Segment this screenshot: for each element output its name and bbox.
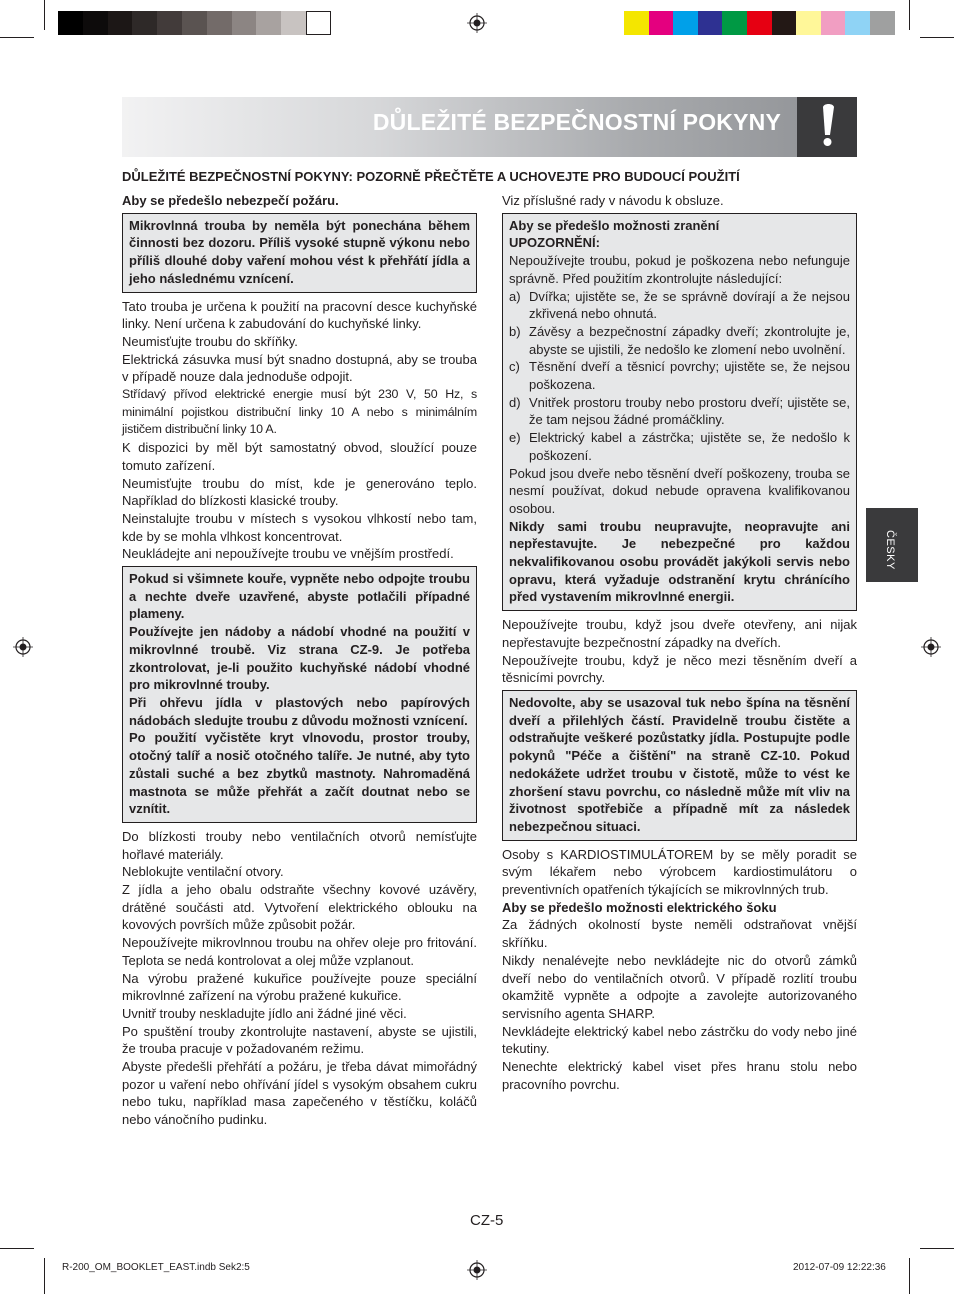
warning-box-injury <box>502 213 857 611</box>
list-item <box>509 358 850 393</box>
warning-text: Pokud si všimnete kouře, vypněte nebo odpojte troubu a nechte dveře uzavřené, abyste potlačili případné plameny. <box>129 571 470 622</box>
paragraph: Za žádných okolností byste neměli odstraňovat vnější skříňku. <box>502 917 857 951</box>
fire-heading: Aby se předešlo nebezpečí požáru. <box>122 193 339 208</box>
color-swatch <box>870 11 895 35</box>
crop-mark <box>0 1248 34 1249</box>
paragraph: Neukládejte ani nepoužívejte troubu ve vnějším prostředí. <box>122 546 454 562</box>
paragraph: Neinstalujte troubu v místech s vysokou vlhkostí nebo tam, kde by se mohla vlhkost koncentrovat. <box>122 510 477 544</box>
color-swatch <box>698 11 723 35</box>
color-swatch <box>58 11 83 35</box>
color-swatch <box>673 11 698 35</box>
paragraph: Na výrobu pražené kukuřice používejte pouze speciální mikrovlnné zařízení na výrobu pražené kukuřice. <box>122 970 477 1004</box>
paragraph: Neumisťujte troubu do míst, kde je generováno teplo. Například do blízkosti klasické trouby. <box>122 475 477 509</box>
list-item-marker: d) <box>509 394 521 410</box>
color-swatch <box>157 11 182 35</box>
page-number: CZ-5 <box>470 1212 504 1229</box>
color-swatch <box>306 11 331 35</box>
paragraph: Střídavý přívod elektrické energie musí být 230 V, 50 Hz, s minimální pojistkou distribuční linky 10 A nebo s minimálním jističem distribuční linky 10 A. <box>122 387 477 437</box>
registration-mark-icon <box>13 637 33 657</box>
registration-mark-icon <box>467 1260 487 1280</box>
main-heading: DŮLEŽITÉ BEZPEČNOSTNÍ POKYNY: POZORNĚ PŘEČTĚTE A UCHOVEJTE PRO BUDOUCÍ POUŽITÍ <box>122 169 740 184</box>
footer-file: R-200_OM_BOOKLET_EAST.indb Sek2:5 <box>62 1262 250 1273</box>
registration-mark-icon <box>467 13 487 33</box>
paragraph: Elektrická zásuvka musí být snadno dostupná, aby se trouba v případě nouze dala jednoduše odpojit. <box>122 351 477 385</box>
left-column <box>122 192 477 1129</box>
registration-mark-icon <box>921 637 941 657</box>
color-swatch <box>182 11 207 35</box>
list-item-text: Závěsy a bezpečnostní západky dveří; zkontrolujte je, abyste se ujistili, že nedošlo ke zlomení nebo uvolnění. <box>529 323 850 357</box>
box-paragraph: Pokud jsou dveře nebo těsnění dveří poškozeny, trouba se nesmí používat, dokud nebude opravena kvalifikovanou osobou. <box>509 465 850 516</box>
page-title: DŮLEŽITÉ BEZPEČNOSTNÍ POKYNY <box>372 109 781 135</box>
color-swatch <box>796 11 821 35</box>
check-list <box>509 288 850 465</box>
color-swatch <box>772 11 797 35</box>
box-subheading: UPOZORNĚNÍ: <box>509 235 600 251</box>
warning-text: Při ohřevu jídla v plastových nebo papírových nádobách sledujte troubu z důvodu možnosti vznícení. <box>129 694 470 728</box>
list-item-marker: c) <box>509 359 520 375</box>
paragraph: Abyste předešli přehřátí a požáru, je třeba dávat mimořádný pozor u vaření nebo ohřívání jídel s vysokým obsahem cukru nebo tuku, například masa zapečeného v těstíčku, koláčů nebo vánočního pudinku. <box>122 1059 477 1128</box>
color-swatch <box>747 11 772 35</box>
paragraph: Tato trouba je určena k použití na pracovní desce kuchyňské linky. Není určena k zabudování do kuchyňské linky. <box>122 298 477 332</box>
color-swatch <box>624 11 649 35</box>
list-item-text: Elektrický kabel a zástrčka; ujistěte se, že nedošlo k poškození. <box>529 430 850 463</box>
footer-date: 2012-07-09 12:22:36 <box>793 1262 886 1273</box>
warning-text: Nedovolte, aby se usazoval tuk nebo špína na těsnění dveří a přilehlých částí. Pravidelně troubu čistěte a odstraňujte veškeré pozůstatky jídla. Postupujte podle pokynů "Péče a čištění" na straně CZ-10. Pokud nedokážete udržet troubu v čistotě, může to vést ke zhoršení stavu povrchu, co následně může mít vliv na životnost spotřebiče a případně mít za následek nebezpečnou situaci. <box>509 694 850 834</box>
language-tab-label: ČESKY <box>884 530 896 570</box>
paragraph: Neumisťujte troubu do skříňky. <box>122 333 298 349</box>
list-item-text: Dvířka; ujistěte se, že se správně dovírají a že nejsou zkřivená nebo ohnutá. <box>529 288 850 322</box>
crop-mark <box>0 37 34 38</box>
warning-box-cleaning <box>502 690 857 841</box>
warning-text: Používejte jen nádoby a nádobí vhodné na použití v mikrovlnné troubě. Viz strana CZ-9. Je potřeba zkontrolovat, je-li použito kuchyňské nádobí vhodné pro mikrovlnné trouby. <box>129 624 470 693</box>
paragraph: Z jídla a jeho obalu odstraňte všechny kovové uzávěry, drátěné součásti atd. Vytvoření elektrického oblouku na kovových površích může způsobit požár. <box>122 882 477 933</box>
color-swatch <box>649 11 674 35</box>
paragraph: Nepoužívejte mikrovlnnou troubu na ohřev oleje pro fritování. Teplota se nedá kontrolovat a olej může vzplanout. <box>122 935 477 968</box>
crop-mark <box>920 1248 954 1249</box>
warning-text: Mikrovlnná trouba by neměla být ponechána během činnosti bez dozoru. Příliš vysoké stupně výkonu nebo příliš dlouhé doby vaření mohou vést k přehřátí jídla a jeho následnému vznícení. <box>129 217 470 286</box>
paragraph: K dispozici by měl být samostatný obvod, sloužící pouze tomuto zařízení. <box>122 440 477 473</box>
crop-mark <box>909 1258 910 1294</box>
box-heading: Aby se předešlo možnosti zranění <box>509 217 720 233</box>
crop-mark <box>44 0 45 30</box>
warning-text: Po použití vyčistěte kryt vlnovodu, prostor trouby, otočný talíř a nosič otočného talíře. Je nutné, aby tyto zůstali suché a bez zbytků mastnoty. Nahromaděná mastnota se může přehřát a začít doutnat nebo se vznítit. <box>129 730 470 817</box>
list-item-marker: a) <box>509 288 521 304</box>
warning-text: Nikdy sami troubu neupravujte, neopravujte ani nepřestavujte. Je nebezpečné pro každou nekvalifikovanou osobu provádět jakýkoli servis nebo opravu, která vyžaduje odstranění krytu chránícího před vystavením mikrovlnné energii. <box>509 518 850 605</box>
paragraph: Nepoužívejte troubu, když jsou dveře otevřeny, ani nijak nepřestavujte bezpečnostní západky na dveřích. <box>502 617 857 650</box>
crop-mark <box>920 37 954 38</box>
right-column <box>502 192 857 1093</box>
language-tab <box>866 508 918 582</box>
color-swatch <box>256 11 281 35</box>
color-swatch <box>281 11 306 35</box>
paragraph: Viz příslušné rady v návodu k obsluze. <box>502 193 724 208</box>
crop-mark <box>909 0 910 30</box>
paragraph: Nevkládejte elektrický kabel nebo zástrčku do vody nebo jiné tekutiny. <box>502 1023 857 1057</box>
crop-mark <box>44 1258 45 1294</box>
color-swatch <box>722 11 747 35</box>
list-item <box>509 429 850 464</box>
color-swatch <box>207 11 232 35</box>
paragraph: Po spuštění trouby zkontrolujte nastavení, abyste se ujistili, že trouba pracuje v požadovaném režimu. <box>122 1023 477 1057</box>
paragraph: Osoby s KARDIOSTIMULÁTOREM by se měly poradit se svým lékařem nebo výrobcem kardiostimulátoru o preventivních opatřeních týkajících se mikrovlnných trub. <box>502 846 857 898</box>
paragraph: Do blízkosti trouby nebo ventilačních otvorů nemísťujte hořlavé materiály. <box>122 828 477 862</box>
list-item-marker: b) <box>509 323 521 339</box>
list-item <box>509 394 850 429</box>
list-item-marker: e) <box>509 430 521 446</box>
color-swatch <box>821 11 846 35</box>
paragraph: Neblokujte ventilační otvory. <box>122 864 284 880</box>
paragraph: Uvnitř trouby neskladujte jídlo ani žádné jiné věci. <box>122 1005 407 1021</box>
paragraph: Nenechte elektrický kabel viset přes hranu stolu nebo pracovního povrchu. <box>502 1059 857 1092</box>
shock-heading: Aby se předešlo možnosti elektrického šoku <box>502 899 777 915</box>
color-bar <box>624 11 895 35</box>
box-paragraph: Nepoužívejte troubu, pokud je poškozena nebo nefunguje správně. Před použitím zkontrolujte následující: <box>509 253 850 286</box>
list-item <box>509 288 850 323</box>
color-swatch <box>232 11 257 35</box>
warning-box-fire <box>122 566 477 823</box>
header-banner <box>122 97 857 157</box>
color-swatch <box>83 11 108 35</box>
exclamation-icon <box>797 97 857 157</box>
color-swatch <box>108 11 133 35</box>
list-item-text: Těsnění dveří a těsnicí povrchy; ujistěte se, že nejsou poškozena. <box>529 359 850 393</box>
paragraph: Nepoužívejte troubu, když je něco mezi těsněním dveří a těsnicími povrchy. <box>502 652 857 686</box>
paragraph: Nikdy nenalévejte nebo nevkládejte nic do otvorů zámků dveří nebo do ventilačních otvorů. V případě rozlití troubu okamžitě vypněte a odpojte a zavolejte autorizovaného servisního agenta SHARP. <box>502 952 857 1021</box>
list-item <box>509 323 850 358</box>
color-swatch <box>132 11 157 35</box>
grayscale-bar <box>58 11 331 35</box>
warning-box-supervision <box>122 213 477 293</box>
list-item-text: Vnitřek prostoru trouby nebo prostoru dveří; ujistěte se, že tam nejsou žádné promáčkliny. <box>529 394 850 428</box>
color-swatch <box>845 11 870 35</box>
